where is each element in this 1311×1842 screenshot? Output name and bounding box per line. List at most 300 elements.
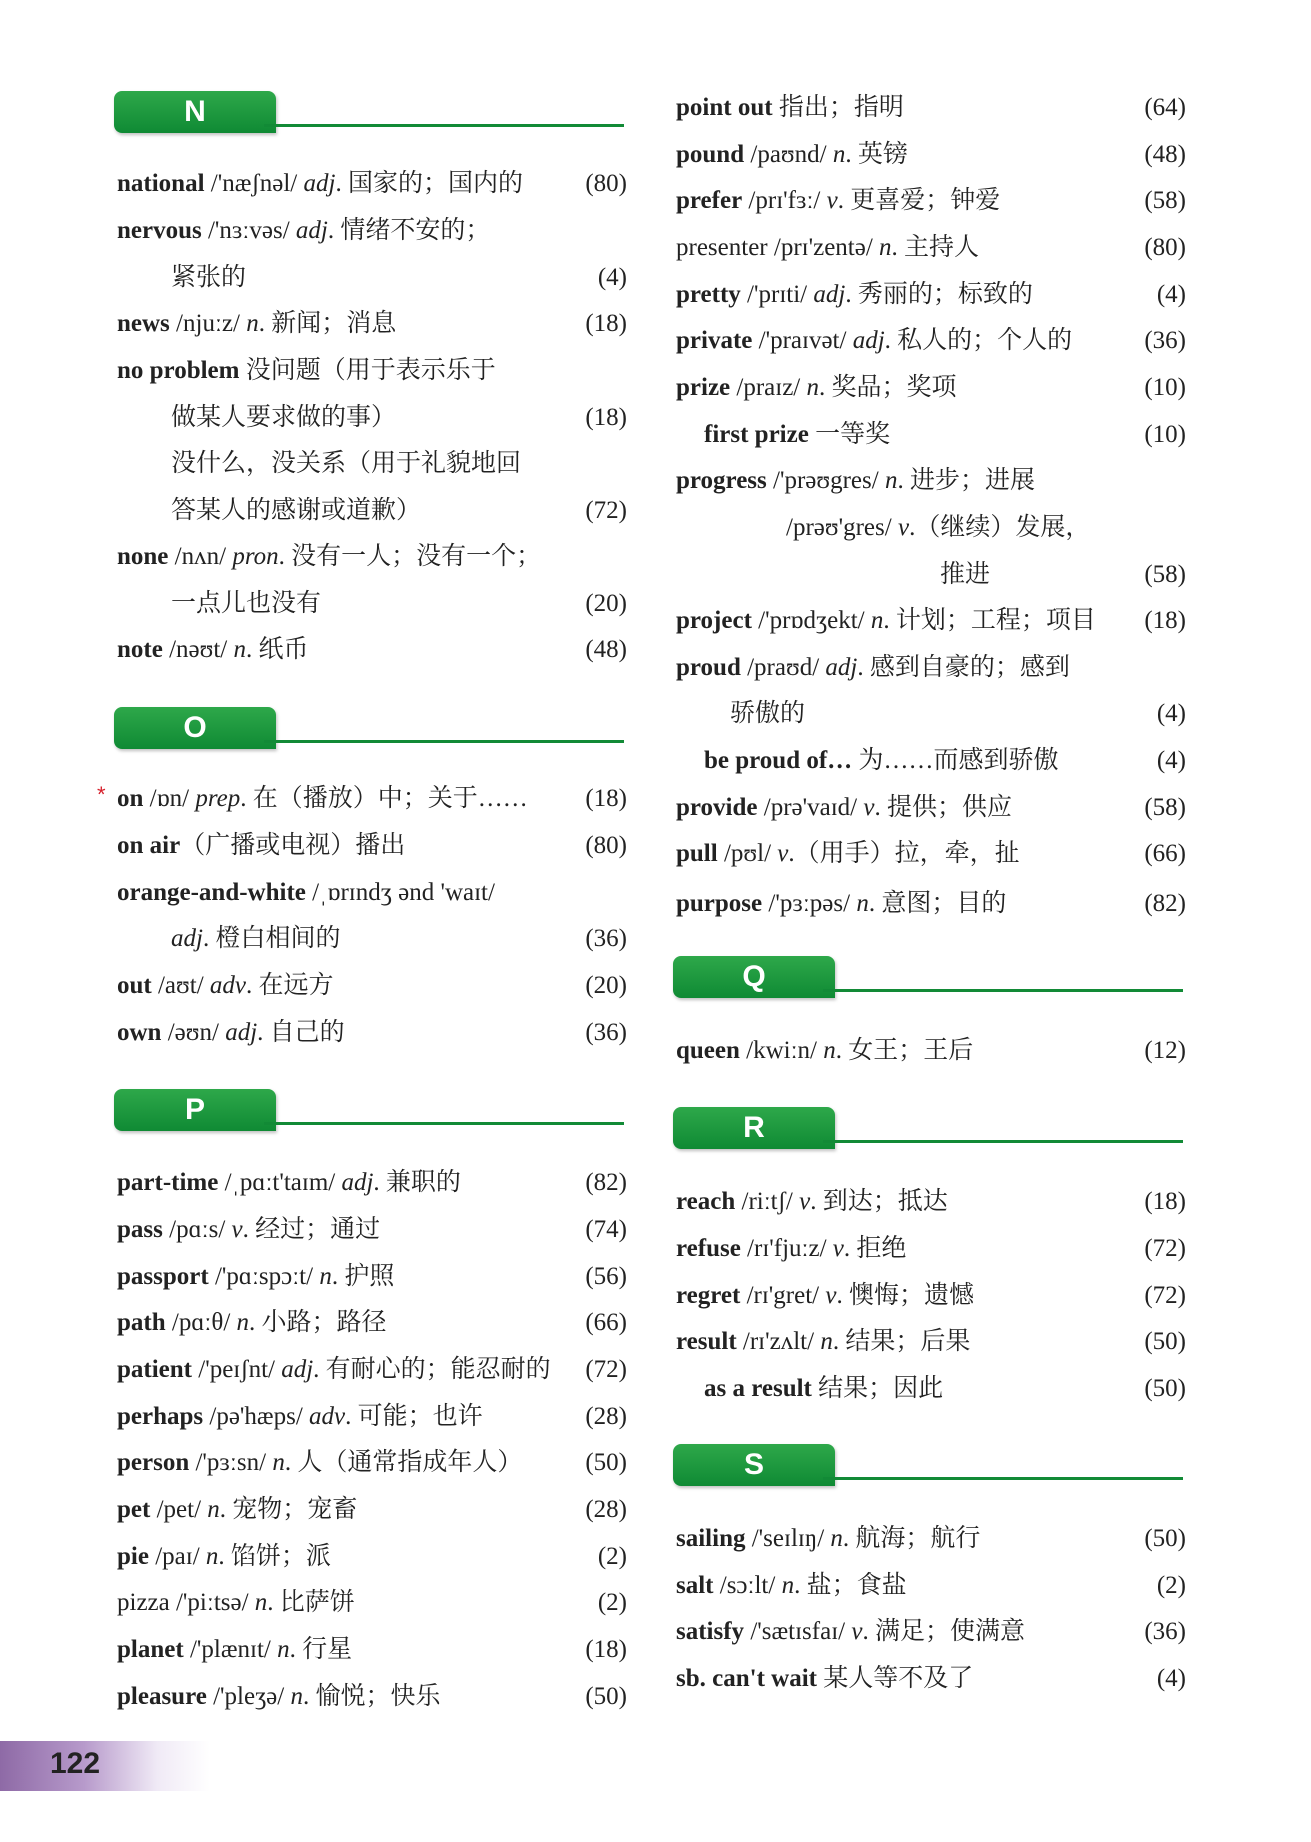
glossary-entry bbox=[676, 1369, 1186, 1409]
entry-text bbox=[117, 873, 495, 913]
entry-text bbox=[676, 601, 1096, 641]
part-of-speech: v bbox=[851, 1618, 863, 1645]
entry-fragment: /rɪ'gret/ bbox=[740, 1282, 826, 1309]
glossary-entry bbox=[117, 304, 627, 344]
headword: news bbox=[117, 310, 170, 337]
entry-fragment: . 人（通常指成年人） bbox=[284, 1449, 523, 1476]
glossary-entry bbox=[676, 834, 1186, 874]
page-reference: (4) bbox=[597, 264, 627, 291]
glossary-entry bbox=[676, 601, 1186, 641]
entry-text bbox=[676, 461, 1035, 501]
entry-fragment: . 奖品；奖项 bbox=[819, 374, 957, 401]
headword: patient bbox=[117, 1356, 192, 1383]
headword: satisfy bbox=[676, 1618, 745, 1645]
section-header-r bbox=[673, 1107, 1183, 1153]
entry-fragment: /pɑːs/ bbox=[162, 1216, 232, 1243]
entry-fragment: /aʊt/ bbox=[151, 972, 210, 999]
glossary-entry bbox=[117, 584, 627, 624]
entry-fragment: 一点儿也没有 bbox=[171, 590, 322, 617]
part-of-speech: adv bbox=[209, 972, 246, 999]
entry-text bbox=[676, 88, 904, 128]
glossary-entry bbox=[676, 415, 1186, 455]
section-rule bbox=[264, 1122, 624, 1125]
page-reference: (2) bbox=[597, 1543, 627, 1570]
entry-fragment: . 在（播放）中；关于…… bbox=[240, 785, 528, 812]
entry-text bbox=[676, 1031, 973, 1071]
entry-fragment: /sɔːlt/ bbox=[713, 1572, 782, 1599]
headword: own bbox=[117, 1019, 162, 1046]
part-of-speech: n bbox=[856, 890, 869, 917]
part-of-speech: v bbox=[825, 1282, 837, 1309]
headword: pound bbox=[676, 141, 745, 168]
headword: proud bbox=[676, 654, 741, 681]
glossary-entry bbox=[117, 1013, 627, 1053]
glossary-entry bbox=[117, 1350, 627, 1390]
page-reference: (56) bbox=[585, 1263, 627, 1290]
entry-fragment: . 更喜爱；钟爱 bbox=[837, 187, 1001, 214]
page-reference: (50) bbox=[585, 1683, 627, 1710]
glossary-entry bbox=[676, 181, 1186, 221]
headword: salt bbox=[676, 1572, 714, 1599]
part-of-speech: v bbox=[897, 514, 910, 541]
part-of-speech: n bbox=[820, 1328, 833, 1355]
page-reference: (66) bbox=[1144, 840, 1186, 867]
entry-text bbox=[786, 508, 1090, 548]
page-reference: (36) bbox=[585, 1019, 627, 1046]
page-reference: (72) bbox=[585, 1356, 627, 1383]
headword: pie bbox=[117, 1543, 149, 1570]
entry-text bbox=[676, 275, 1033, 315]
part-of-speech: n bbox=[823, 1037, 836, 1064]
entry-text bbox=[171, 398, 396, 438]
glossary-entry bbox=[676, 1566, 1186, 1606]
section-letter: O bbox=[183, 711, 207, 744]
section-tab bbox=[673, 1444, 835, 1486]
glossary-entry bbox=[676, 1322, 1186, 1362]
entry-fragment: /'prɒdʒekt/ bbox=[751, 607, 871, 634]
section-rule bbox=[823, 989, 1183, 992]
part-of-speech: v bbox=[777, 840, 789, 867]
entry-fragment: . 到达；抵达 bbox=[810, 1188, 948, 1215]
glossary-entry bbox=[117, 444, 627, 484]
entry-text bbox=[117, 351, 496, 391]
page-reference: (20) bbox=[585, 972, 627, 999]
entry-fragment: . 比萨饼 bbox=[267, 1589, 355, 1616]
headword: nervous bbox=[117, 217, 202, 244]
entry-text bbox=[117, 630, 309, 670]
entry-fragment: . 小路；路径 bbox=[249, 1309, 387, 1336]
entry-text bbox=[117, 1630, 352, 1670]
glossary-entry bbox=[676, 1659, 1186, 1699]
glossary-entry bbox=[676, 555, 1186, 595]
entry-fragment: /'pɜːsn/ bbox=[189, 1449, 273, 1476]
entry-text bbox=[117, 164, 523, 204]
headword: none bbox=[117, 543, 169, 570]
entry-fragment: . 行星 bbox=[289, 1636, 353, 1663]
entry-text bbox=[676, 884, 1006, 924]
entry-fragment: . 拒绝 bbox=[843, 1235, 907, 1262]
page-reference: (28) bbox=[585, 1496, 627, 1523]
section-header-n bbox=[114, 91, 624, 137]
glossary-entry bbox=[676, 1182, 1186, 1222]
glossary-entry bbox=[676, 1229, 1186, 1269]
entry-fragment: /pɑːθ/ bbox=[165, 1309, 237, 1336]
entry-text bbox=[171, 919, 340, 959]
page-reference: (36) bbox=[1144, 327, 1186, 354]
entry-text bbox=[676, 1182, 948, 1222]
entry-text bbox=[117, 1443, 522, 1483]
glossary-entry bbox=[676, 88, 1186, 128]
headword: pass bbox=[117, 1216, 163, 1243]
entry-fragment: 答某人的感谢或道歉） bbox=[171, 497, 422, 524]
part-of-speech: pron bbox=[232, 543, 279, 570]
glossary-entry bbox=[117, 1257, 627, 1297]
part-of-speech: n bbox=[830, 1525, 843, 1552]
part-of-speech: n bbox=[272, 1449, 285, 1476]
page-reference: (4) bbox=[1156, 700, 1186, 727]
entry-text bbox=[704, 1369, 943, 1409]
section-header-q bbox=[673, 956, 1183, 1002]
page-reference: (48) bbox=[585, 636, 627, 663]
entry-text bbox=[117, 826, 405, 866]
page-reference: (64) bbox=[1144, 94, 1186, 121]
headword: progress bbox=[676, 467, 767, 494]
glossary-entry bbox=[117, 537, 627, 577]
glossary-entry bbox=[117, 1537, 627, 1577]
glossary-entry bbox=[117, 826, 627, 866]
entry-text bbox=[676, 648, 1070, 688]
entry-fragment: . 经过；通过 bbox=[242, 1216, 381, 1243]
glossary-entry bbox=[117, 398, 627, 438]
entry-fragment: /'næʃnəl/ bbox=[204, 170, 304, 197]
entry-fragment: /'prəʊgres/ bbox=[766, 467, 885, 494]
entry-fragment: 指出；指明 bbox=[772, 94, 904, 121]
glossary-entry bbox=[676, 741, 1186, 781]
section-header-p bbox=[114, 1089, 624, 1135]
entry-fragment: /rɪ'fjuːz/ bbox=[740, 1235, 833, 1262]
section-tab bbox=[673, 1107, 835, 1149]
glossary-entry bbox=[97, 779, 627, 819]
part-of-speech: adj bbox=[852, 327, 885, 354]
entry-fragment: . 秀丽的；标致的 bbox=[845, 281, 1033, 308]
page-reference: (48) bbox=[1144, 141, 1186, 168]
entry-fragment: . 在远方 bbox=[246, 972, 334, 999]
headword: queen bbox=[676, 1037, 740, 1064]
entry-fragment: 某人等不及了 bbox=[816, 1665, 974, 1692]
entry-fragment: /'plænɪt/ bbox=[183, 1636, 278, 1663]
entry-fragment: /nəʊt/ bbox=[162, 636, 234, 663]
entry-fragment: /prɪ'zentə/ bbox=[767, 234, 880, 261]
entry-text bbox=[117, 1583, 355, 1623]
page-reference: (50) bbox=[585, 1449, 627, 1476]
glossary-entry bbox=[676, 275, 1186, 315]
part-of-speech: v bbox=[826, 187, 838, 214]
entry-fragment: /'prɪti/ bbox=[740, 281, 814, 308]
entry-text bbox=[730, 694, 805, 734]
entry-fragment: . 愉悦；快乐 bbox=[302, 1683, 441, 1710]
entry-text bbox=[171, 258, 246, 298]
part-of-speech: adj bbox=[171, 925, 203, 952]
glossary-entry bbox=[676, 1519, 1186, 1559]
glossary-entry bbox=[117, 1397, 627, 1437]
entry-fragment: . 国家的；国内的 bbox=[335, 170, 523, 197]
entry-text bbox=[171, 444, 521, 484]
glossary-entry bbox=[117, 1583, 627, 1623]
section-letter: Q bbox=[742, 960, 766, 993]
entry-text bbox=[117, 537, 541, 577]
page-reference: (50) bbox=[1144, 1525, 1186, 1552]
entry-fragment: /paɪ/ bbox=[148, 1543, 206, 1570]
part-of-speech: n bbox=[207, 1496, 220, 1523]
asterisk-marker-icon: * bbox=[97, 782, 106, 807]
page-reference: (58) bbox=[1144, 187, 1186, 214]
headword: pull bbox=[676, 840, 718, 867]
page-reference: (18) bbox=[585, 1636, 627, 1663]
entry-fragment: . 馅饼；派 bbox=[218, 1543, 331, 1570]
page-reference: (2) bbox=[597, 1589, 627, 1616]
entry-fragment: /əʊn/ bbox=[161, 1019, 226, 1046]
entry-text bbox=[940, 555, 990, 595]
page-reference: (66) bbox=[585, 1309, 627, 1336]
glossary-entry bbox=[117, 258, 627, 298]
entry-text bbox=[676, 1659, 973, 1699]
page-reference: (74) bbox=[585, 1216, 627, 1243]
entry-fragment: 推进 bbox=[940, 561, 991, 588]
headword: point out bbox=[676, 94, 773, 121]
entry-fragment: 做某人要求做的事） bbox=[171, 404, 397, 431]
page-reference: (58) bbox=[1144, 794, 1186, 821]
entry-fragment: presenter bbox=[676, 234, 768, 261]
page-reference: (82) bbox=[585, 1169, 627, 1196]
section-tab bbox=[114, 91, 276, 133]
section-tab bbox=[114, 707, 276, 749]
entry-text bbox=[676, 135, 908, 175]
section-rule bbox=[264, 124, 624, 127]
entry-text bbox=[676, 1519, 980, 1559]
entry-text bbox=[676, 788, 1012, 828]
glossary-entry bbox=[117, 1443, 627, 1483]
entry-fragment: /njuːz/ bbox=[169, 310, 247, 337]
entry-fragment: /praʊd/ bbox=[740, 654, 826, 681]
glossary-entry bbox=[117, 1210, 627, 1250]
page-number-band bbox=[0, 1741, 210, 1791]
part-of-speech: adj bbox=[281, 1356, 314, 1383]
glossary-entry bbox=[676, 1612, 1186, 1652]
entry-fragment: /prə'vaɪd/ bbox=[757, 794, 864, 821]
entry-fragment: . 新闻；消息 bbox=[258, 310, 397, 337]
entry-text bbox=[704, 741, 1058, 781]
page-reference: (18) bbox=[585, 310, 627, 337]
glossary-entry bbox=[676, 368, 1186, 408]
part-of-speech: n bbox=[879, 234, 892, 261]
part-of-speech: n bbox=[870, 607, 884, 634]
glossary-entry bbox=[117, 919, 627, 959]
entry-fragment: . 提供；供应 bbox=[874, 794, 1012, 821]
entry-fragment: . 航海；航行 bbox=[842, 1525, 981, 1552]
section-letter: P bbox=[184, 1093, 205, 1126]
headword: path bbox=[117, 1309, 166, 1336]
entry-fragment: /'pɜːpəs/ bbox=[762, 890, 857, 917]
entry-fragment: . 纸币 bbox=[245, 636, 309, 663]
entry-fragment: /rɪ'zʌlt/ bbox=[736, 1328, 821, 1355]
entry-text bbox=[117, 1397, 483, 1437]
headword: person bbox=[117, 1449, 190, 1476]
part-of-speech: n bbox=[290, 1683, 303, 1710]
headword: prize bbox=[676, 374, 731, 401]
part-of-speech: v bbox=[832, 1235, 844, 1262]
entry-fragment: /'pɑːspɔːt/ bbox=[208, 1263, 320, 1290]
glossary-entry bbox=[117, 211, 627, 251]
headword: provide bbox=[676, 794, 758, 821]
glossary-entry bbox=[117, 491, 627, 531]
page-reference: (28) bbox=[585, 1403, 627, 1430]
headword: prefer bbox=[676, 187, 743, 214]
entry-fragment: . 没有一人；没有一个； bbox=[278, 543, 542, 570]
page-reference: (20) bbox=[585, 590, 627, 617]
headword: pleasure bbox=[117, 1683, 207, 1710]
entry-fragment: /'pleʒə/ bbox=[206, 1683, 291, 1710]
entry-fragment: 骄傲的 bbox=[730, 700, 806, 727]
entry-text bbox=[676, 321, 1072, 361]
entry-fragment: .（继续）发展， bbox=[909, 514, 1091, 541]
entry-fragment: /pʊl/ bbox=[717, 840, 778, 867]
entry-fragment: . 兼职的 bbox=[373, 1169, 461, 1196]
headword: sb. can't wait bbox=[676, 1665, 817, 1692]
headword: national bbox=[117, 170, 205, 197]
entry-text bbox=[676, 1229, 906, 1269]
entry-text bbox=[676, 368, 957, 408]
page-reference: (36) bbox=[585, 925, 627, 952]
glossary-entry bbox=[117, 1630, 627, 1670]
glossary-entry bbox=[117, 966, 627, 1006]
part-of-speech: prep bbox=[195, 785, 241, 812]
page-number: 122 bbox=[50, 1747, 101, 1780]
page-reference: (50) bbox=[1144, 1375, 1186, 1402]
headword: pretty bbox=[676, 281, 741, 308]
entry-fragment: . 情绪不安的； bbox=[327, 217, 491, 244]
entry-fragment: . 自己的 bbox=[257, 1019, 345, 1046]
glossary-entry bbox=[676, 228, 1186, 268]
part-of-speech: n bbox=[236, 1309, 250, 1336]
part-of-speech: v bbox=[863, 794, 875, 821]
entry-text bbox=[171, 584, 321, 624]
entry-fragment: /kwiːn/ bbox=[739, 1037, 824, 1064]
headword: planet bbox=[117, 1636, 184, 1663]
page-reference: (18) bbox=[585, 404, 627, 431]
glossary-entry bbox=[117, 1677, 627, 1717]
entry-fragment: . 私人的；个人的 bbox=[884, 327, 1073, 354]
entry-text bbox=[117, 1350, 551, 1390]
page-reference: (82) bbox=[1144, 890, 1186, 917]
page-reference: (50) bbox=[1144, 1328, 1186, 1355]
entry-text bbox=[117, 1163, 461, 1203]
glossary-entry bbox=[676, 1031, 1186, 1071]
entry-fragment: /'seɪlɪŋ/ bbox=[745, 1525, 831, 1552]
entry-text bbox=[676, 228, 979, 268]
headword: regret bbox=[676, 1282, 741, 1309]
entry-fragment: . 护照 bbox=[331, 1263, 395, 1290]
entry-fragment: . 主持人 bbox=[891, 234, 980, 261]
entry-fragment: 紧张的 bbox=[171, 264, 247, 291]
page-reference: (80) bbox=[1144, 234, 1186, 261]
headword: result bbox=[676, 1328, 737, 1355]
page-reference: (80) bbox=[585, 170, 627, 197]
headword: perhaps bbox=[117, 1403, 204, 1430]
page-reference: (4) bbox=[1156, 281, 1186, 308]
entry-fragment: 没什么，没关系（用于礼貌地回 bbox=[171, 450, 522, 477]
entry-fragment: /ˌpɑːt'taɪm/ bbox=[218, 1169, 342, 1196]
entry-fragment: . 进步；进展 bbox=[897, 467, 1035, 494]
part-of-speech: adj bbox=[825, 654, 858, 681]
section-tab bbox=[114, 1089, 276, 1131]
entry-text bbox=[117, 1013, 345, 1053]
entry-fragment: 结果；因此 bbox=[811, 1375, 944, 1402]
entry-fragment: . 意图；目的 bbox=[868, 890, 1007, 917]
part-of-speech: n bbox=[832, 141, 846, 168]
headword: refuse bbox=[676, 1235, 741, 1262]
headword: first prize bbox=[704, 421, 809, 448]
entry-fragment: /pet/ bbox=[150, 1496, 208, 1523]
headword: passport bbox=[117, 1263, 209, 1290]
entry-fragment: 没问题（用于表示乐于 bbox=[239, 357, 496, 384]
part-of-speech: n bbox=[806, 374, 819, 401]
part-of-speech: n bbox=[884, 467, 898, 494]
entry-text bbox=[117, 1303, 387, 1343]
section-rule bbox=[264, 740, 624, 743]
section-rule bbox=[823, 1477, 1183, 1480]
headword: sailing bbox=[676, 1525, 746, 1552]
entry-fragment: . 结果；后果 bbox=[832, 1328, 971, 1355]
entry-fragment: . 懊悔；遗憾 bbox=[836, 1282, 974, 1309]
part-of-speech: adj bbox=[813, 281, 846, 308]
section-tab bbox=[673, 956, 835, 998]
part-of-speech: adj bbox=[295, 217, 328, 244]
headword: on bbox=[117, 785, 144, 812]
glossary-entry bbox=[117, 630, 627, 670]
entry-text bbox=[676, 1322, 970, 1362]
entry-text bbox=[676, 1566, 907, 1606]
entry-fragment: /ɒn/ bbox=[143, 785, 196, 812]
section-header-o bbox=[114, 707, 624, 753]
entry-fragment: . 计划；工程；项目 bbox=[883, 607, 1096, 634]
entry-fragment: /riːtʃ/ bbox=[735, 1188, 800, 1215]
entry-text bbox=[117, 211, 490, 251]
entry-fragment: . 英镑 bbox=[845, 141, 908, 168]
entry-fragment: .（用手）拉，牵，扯 bbox=[788, 840, 1020, 867]
entry-fragment: . 橙白相间的 bbox=[202, 925, 341, 952]
part-of-speech: n bbox=[233, 636, 246, 663]
glossary-entry bbox=[676, 788, 1186, 828]
glossary-entry bbox=[117, 873, 627, 913]
entry-fragment: . 满足；使满意 bbox=[862, 1618, 1025, 1645]
glossary-entry bbox=[117, 351, 627, 391]
glossary-entry bbox=[676, 648, 1186, 688]
entry-text bbox=[676, 1276, 974, 1316]
entry-text bbox=[117, 1257, 394, 1297]
entry-text bbox=[117, 1677, 440, 1717]
part-of-speech: adj bbox=[225, 1019, 258, 1046]
headword: pet bbox=[117, 1496, 151, 1523]
entry-fragment: /praɪz/ bbox=[730, 374, 807, 401]
part-of-speech: n bbox=[781, 1572, 795, 1599]
part-of-speech: v bbox=[231, 1216, 243, 1243]
part-of-speech: n bbox=[205, 1543, 219, 1570]
entry-fragment: /pə'hæps/ bbox=[203, 1403, 310, 1430]
section-rule bbox=[823, 1140, 1183, 1143]
entry-fragment: （广播或电视）播出 bbox=[180, 832, 406, 859]
part-of-speech: n bbox=[254, 1589, 268, 1616]
page-reference: (10) bbox=[1144, 374, 1186, 401]
